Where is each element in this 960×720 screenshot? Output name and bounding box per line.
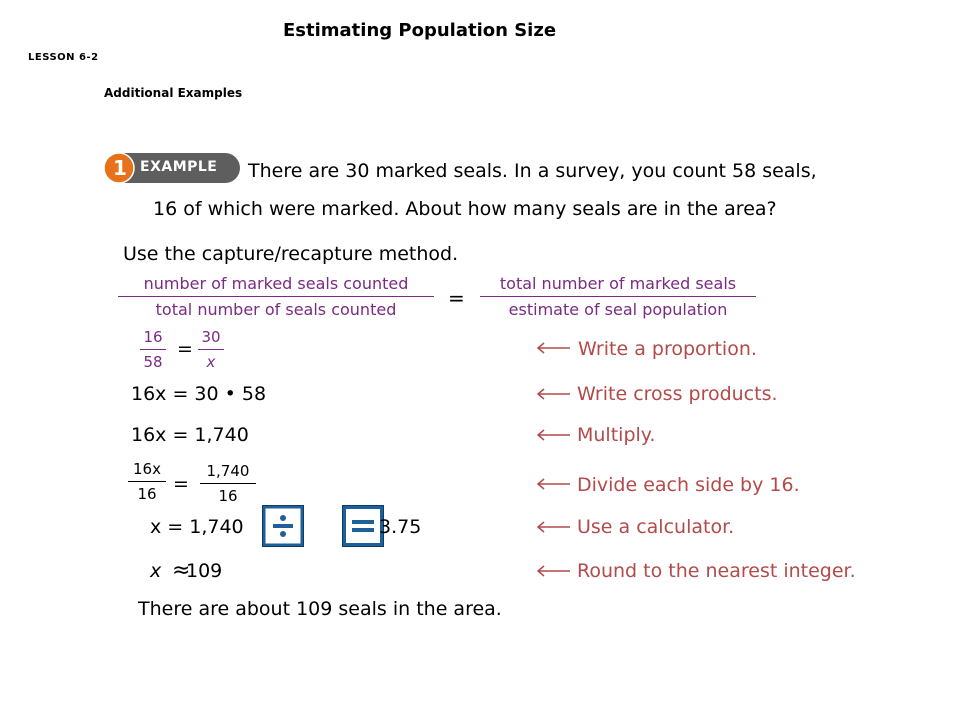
page-title: Estimating Population Size [283, 20, 557, 41]
note-multiply: Multiply. [577, 424, 656, 446]
left-arrow-icon [536, 521, 572, 533]
numerator: 30 [201, 328, 221, 346]
word-fraction-left [118, 274, 434, 319]
numerator: 1,740 [206, 462, 250, 480]
word-right-numerator: total number of marked seals [499, 274, 737, 293]
calculator-result: 3.75 [379, 516, 422, 538]
cross-products-equation: 16x = 30 • 58 [131, 383, 267, 405]
proportion-left-fraction [140, 328, 166, 371]
round-variable: x [150, 560, 162, 582]
conclusion-text: There are about 109 seals in the area. [138, 598, 502, 620]
divide-left-fraction [128, 460, 166, 503]
left-arrow-icon [536, 565, 572, 577]
fraction-bar [198, 349, 224, 350]
denominator: x [206, 353, 216, 371]
multiply-equation: 16x = 1,740 [131, 424, 249, 446]
round-value: 109 [186, 560, 223, 582]
proportion-right-fraction [198, 328, 224, 371]
example-number: 1 [113, 156, 127, 180]
calculator-equation: x = 1,740 [150, 516, 244, 538]
fraction-bar [128, 481, 166, 482]
fraction-bar [200, 483, 256, 484]
left-arrow-icon [536, 478, 572, 490]
section-subtitle: Additional Examples [104, 86, 243, 100]
example-badge [103, 152, 241, 184]
fraction-bar [118, 296, 434, 297]
word-left-denominator: total number of seals counted [155, 300, 397, 319]
equals-key-icon [342, 505, 384, 547]
word-equals-sign: = [448, 286, 465, 310]
left-arrow-icon [536, 388, 572, 400]
denominator: 16 [218, 487, 238, 505]
numerator: 16 [143, 328, 163, 346]
divide-key-icon [262, 505, 304, 547]
proportion-equals-sign: = [177, 338, 193, 360]
fraction-bar [480, 296, 756, 297]
lesson-label: LESSON 6-2 [28, 52, 99, 63]
problem-line-2: 16 of which were marked. About how many seals are in the area? [153, 198, 777, 220]
approx-symbol: ≈ [172, 558, 191, 583]
denominator: 58 [143, 353, 163, 371]
word-fraction-right [480, 274, 756, 319]
word-right-denominator: estimate of seal population [508, 300, 728, 319]
denominator: 16 [137, 485, 157, 503]
divide-equals-sign: = [173, 473, 189, 495]
word-left-numerator: number of marked seals counted [143, 274, 409, 293]
note-cross-products: Write cross products. [577, 383, 778, 405]
fraction-bar [140, 349, 166, 350]
note-divide: Divide each side by 16. [577, 474, 800, 496]
numerator: 16x [133, 460, 161, 478]
method-text: Use the capture/recapture method. [123, 243, 459, 265]
left-arrow-icon [536, 342, 572, 354]
problem-line-1: There are 30 marked seals. In a survey, you count 58 seals, [248, 160, 817, 182]
left-arrow-icon [536, 429, 572, 441]
note-round: Round to the nearest integer. [577, 560, 856, 582]
note-write-proportion: Write a proportion. [578, 338, 757, 360]
divide-right-fraction [200, 462, 256, 505]
note-calculator: Use a calculator. [577, 516, 735, 538]
example-label: EXAMPLE [140, 159, 218, 175]
